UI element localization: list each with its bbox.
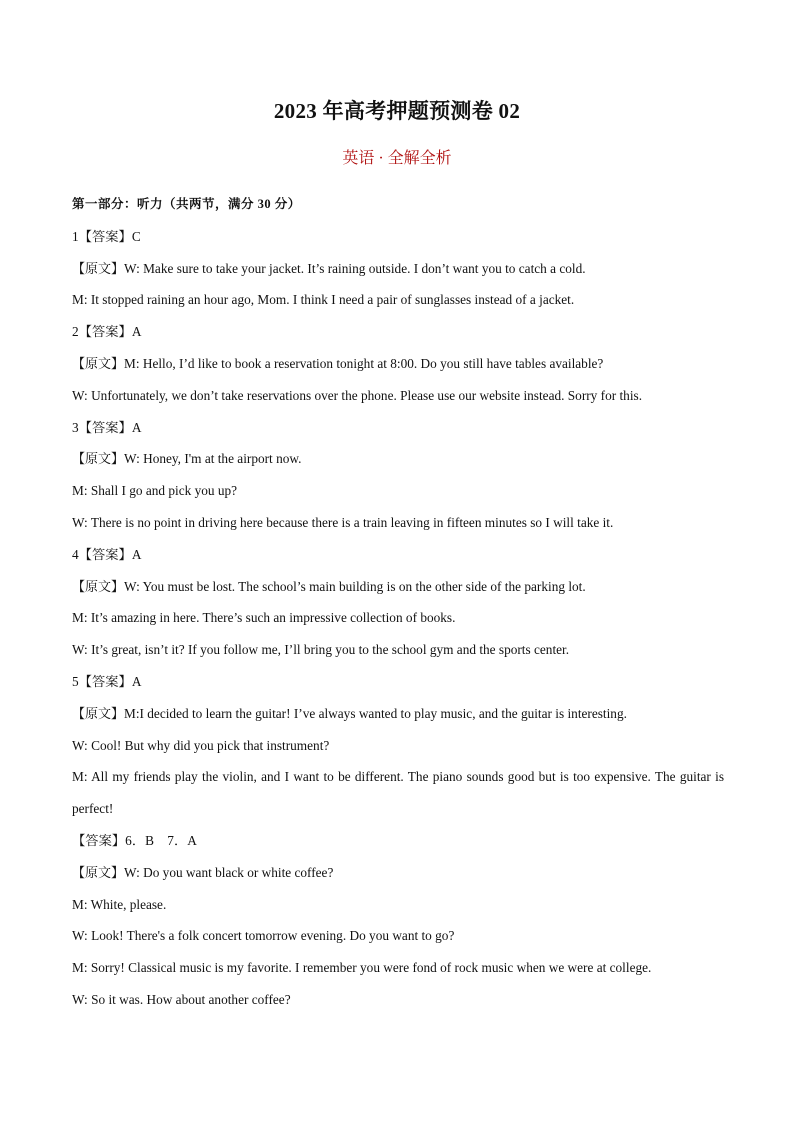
line-text: 1【答案】C: [72, 228, 141, 244]
transcript-line: [72, 761, 724, 825]
line-text: M: Sorry! Classical music is my favorite. I remember you were fond of rock music when we were at college.: [72, 960, 652, 976]
line-text: W: Honey, I'm at the airport now.: [124, 451, 302, 467]
line-text: 【答案】6．B 7．A: [72, 832, 197, 848]
transcript-line: [72, 984, 724, 1016]
line-text: W: Unfortunately, we don’t take reservations over the phone. Please use our website instead. Sorry for this.: [72, 387, 643, 403]
transcript-line: [72, 634, 724, 666]
line-text: 3【答案】A: [72, 419, 142, 435]
line-text: W: Make sure to take your jacket. It’s raining outside. I don’t want you to catch a cold.: [124, 260, 586, 276]
transcript-line: [72, 666, 724, 698]
line-text: M: White, please.: [72, 896, 167, 912]
line-text: M: Shall I go and pick you up?: [72, 483, 238, 499]
source-text-tag: 【原文】: [72, 578, 125, 594]
transcript-line: [72, 412, 724, 444]
line-text: 2【答案】A: [72, 324, 142, 340]
transcript-line: [72, 348, 724, 380]
line-text: M: It stopped raining an hour ago, Mom. I think I need a pair of sunglasses instead of a jacket.: [72, 292, 575, 308]
line-text: W: Cool! But why did you pick that instrument?: [72, 737, 330, 753]
line-text: M:I decided to learn the guitar! I’ve always wanted to play music, and the guitar is interesting.: [124, 705, 627, 721]
transcript-line: [72, 889, 724, 921]
transcript-line: [72, 539, 724, 571]
transcript-line: [72, 284, 724, 316]
line-text: W: You must be lost. The school’s main building is on the other side of the parking lot.: [124, 578, 586, 594]
transcript-line: [72, 475, 724, 507]
source-text-tag: 【原文】: [72, 260, 125, 276]
transcript-line: [72, 857, 724, 889]
page-subtitle: 英语 · 全解全析: [342, 150, 452, 167]
transcript-line: [72, 443, 724, 475]
line-text: M: It’s amazing in here. There’s such an impressive collection of books.: [72, 610, 456, 626]
transcript-line: [72, 920, 724, 952]
transcript-line: [72, 952, 724, 984]
transcript-line: [72, 380, 724, 412]
transcript-line: [72, 730, 724, 762]
line-text: 5【答案】A: [72, 673, 142, 689]
transcript-line: [72, 253, 724, 285]
transcript-line: [72, 825, 724, 857]
transcript-lines: [72, 221, 724, 1016]
source-text-tag: 【原文】: [72, 705, 125, 721]
source-text-tag: 【原文】: [72, 355, 125, 371]
transcript-line: [72, 698, 724, 730]
document-body: [72, 189, 724, 1016]
transcript-line: [72, 316, 724, 348]
transcript-line: [72, 507, 724, 539]
transcript-line: [72, 221, 724, 253]
line-text: W: There is no point in driving here because there is a train leaving in fifteen minutes so I will take it.: [72, 514, 614, 530]
line-text: M: Hello, I’d like to book a reservation tonight at 8:00. Do you still have tables available?: [124, 355, 604, 371]
line-text: W: Look! There's a folk concert tomorrow evening. Do you want to go?: [72, 928, 455, 944]
page-title: 2023 年高考押题预测卷 02: [273, 99, 521, 123]
line-text: W: Do you want black or white coffee?: [124, 864, 334, 880]
line-text: W: It’s great, isn’t it? If you follow me, I’ll bring you to the school gym and the sports center.: [72, 642, 570, 658]
section-heading: 第一部分：听力（共两节，满分 30 分）: [72, 197, 301, 211]
source-text-tag: 【原文】: [72, 864, 125, 880]
line-text: M: All my friends play the violin, and I want to be different. The piano sounds good but is too expensive. The guitar is perfect!: [72, 769, 724, 817]
source-text-tag: 【原文】: [72, 451, 125, 467]
line-text: W: So it was. How about another coffee?: [72, 991, 291, 1007]
transcript-line: [72, 602, 724, 634]
line-text: 4【答案】A: [72, 546, 142, 562]
transcript-line: [72, 571, 724, 603]
